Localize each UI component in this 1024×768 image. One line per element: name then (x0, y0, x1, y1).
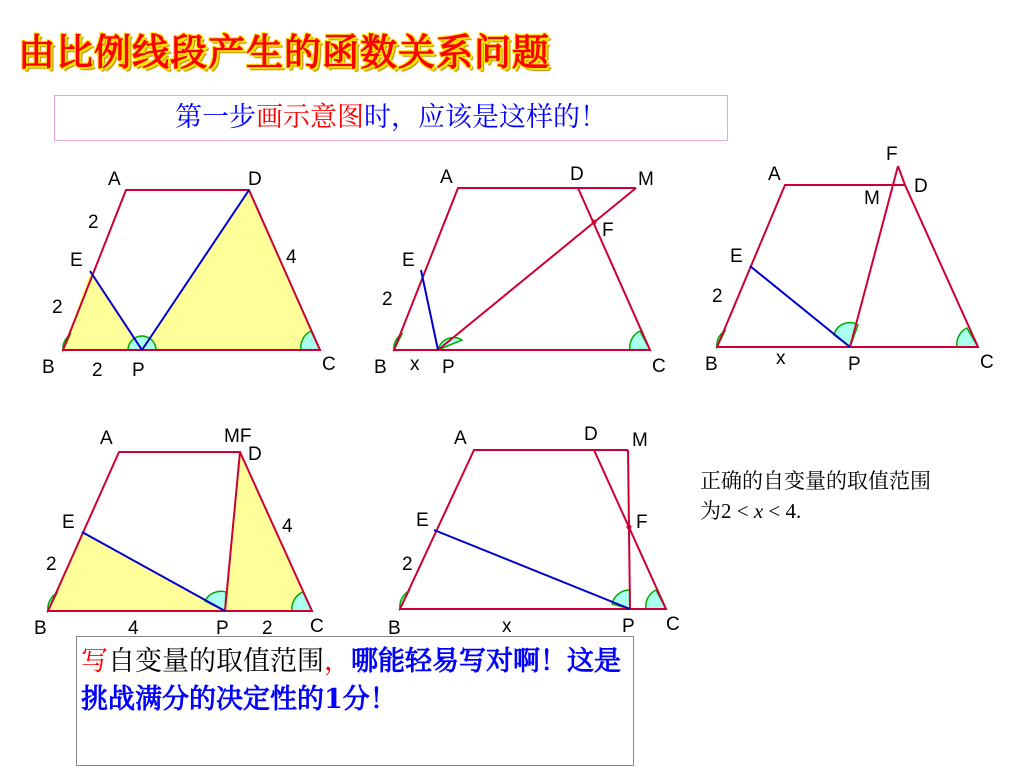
fig5-segment-ep (434, 530, 630, 609)
fig5-label-p: P (622, 616, 635, 637)
fig4-len-pc: 2 (262, 618, 273, 639)
fig3-label-f: F (886, 144, 898, 165)
answer-text (700, 466, 931, 526)
fig1-label-b: B (42, 357, 55, 378)
fig3-label-a: A (768, 164, 781, 185)
fig2-len-eb: 2 (382, 289, 393, 310)
fig4-label-b: B (34, 618, 47, 639)
step-text-1: 第一步 (175, 102, 256, 133)
fig3-len-bp: x (776, 348, 786, 369)
fig1-label-a: A (108, 169, 121, 190)
fig5-label-b: B (388, 618, 401, 639)
figure-2 (374, 164, 666, 378)
fig3-segment-ep (750, 266, 850, 347)
fig2-label-m: M (638, 169, 654, 190)
fig4-len-bp: 4 (128, 618, 139, 639)
fig2-label-c: C (652, 356, 666, 377)
fig3-label-p: P (848, 354, 861, 375)
fig5-label-a: A (454, 428, 467, 449)
fig1-len-bp: 2 (92, 360, 103, 381)
fig3-label-d: D (914, 176, 928, 197)
fig3-angle-c (957, 328, 978, 347)
step-text-2: 画示意图 (256, 102, 364, 133)
fig4-left-triangle-fill (48, 532, 225, 611)
fig1-right-triangle-fill (142, 190, 320, 350)
fig2-label-d: D (570, 164, 584, 185)
note-text-1: 写 (81, 646, 108, 677)
fig4-label-e: E (62, 512, 75, 533)
note-text-4: 哪能轻易写对啊！这是挑战满分的决定性的1分！ (81, 646, 621, 715)
fig5-len-eb: 2 (402, 554, 413, 575)
fig2-label-e: E (402, 250, 415, 271)
step-text-3: 时，应该是这样的！ (364, 102, 607, 133)
fig3-label-b: B (705, 354, 718, 375)
figure-5 (388, 424, 680, 639)
fig2-point-f (592, 220, 597, 225)
fig5-label-d: D (584, 424, 598, 445)
note-text-3: ， (324, 646, 351, 677)
fig1-len-ae: 2 (88, 212, 99, 233)
fig5-len-bp: x (502, 616, 512, 637)
fig3-label-m: M (864, 188, 880, 209)
fig1-label-c: C (322, 354, 336, 375)
fig5-trapezoid (400, 450, 666, 609)
fig4-len-dc: 4 (282, 516, 293, 537)
fig5-label-f: F (636, 512, 648, 533)
figure-4 (34, 426, 324, 639)
fig2-segment-ep (421, 270, 438, 350)
fig5-label-e: E (416, 510, 429, 531)
fig3-label-e: E (730, 246, 743, 267)
fig4-label-p: P (216, 618, 229, 639)
answer-line-1: 正确的自变量的取值范围 (700, 469, 931, 493)
fig3-len-eb: 2 (712, 286, 723, 307)
note-text-2: 自变量的取值范围 (108, 646, 324, 677)
fig2-label-a: A (440, 167, 453, 188)
answer-suffix: < 4. (763, 499, 802, 523)
figure-1 (42, 169, 336, 381)
fig2-label-p: P (442, 357, 455, 378)
fig5-label-c: C (666, 614, 680, 635)
fig1-label-p: P (132, 360, 145, 381)
fig4-label-mf: MF (224, 426, 252, 447)
fig2-label-b: B (374, 357, 387, 378)
page-title: 由比例线段产生的函数关系问题 (18, 31, 550, 74)
fig2-len-bp: x (410, 354, 420, 375)
fig2-segment-pm (438, 188, 636, 350)
fig1-left-triangle-fill (63, 271, 142, 350)
answer-variable: x (753, 499, 764, 523)
note-box (76, 636, 634, 766)
answer-line-2 (700, 496, 931, 526)
fig5-point-f (627, 525, 632, 530)
figure-3 (705, 144, 994, 375)
answer-prefix: 为2 < (700, 499, 754, 523)
fig4-label-a: A (100, 428, 113, 449)
fig3-label-c: C (980, 352, 994, 373)
fig1-len-eb: 2 (52, 297, 63, 318)
fig2-angle-c (630, 331, 650, 350)
fig5-angle-c (646, 590, 666, 609)
fig2-label-f: F (602, 220, 614, 241)
fig4-len-eb: 2 (46, 554, 57, 575)
fig3-segment-fd (898, 166, 905, 185)
fig5-label-m: M (632, 430, 648, 451)
fig1-label-d: D (248, 169, 262, 190)
fig1-label-e: E (70, 250, 83, 271)
fig4-label-c: C (310, 616, 324, 637)
fig1-len-dc: 4 (286, 247, 297, 268)
fig4-label-d: D (248, 444, 262, 465)
